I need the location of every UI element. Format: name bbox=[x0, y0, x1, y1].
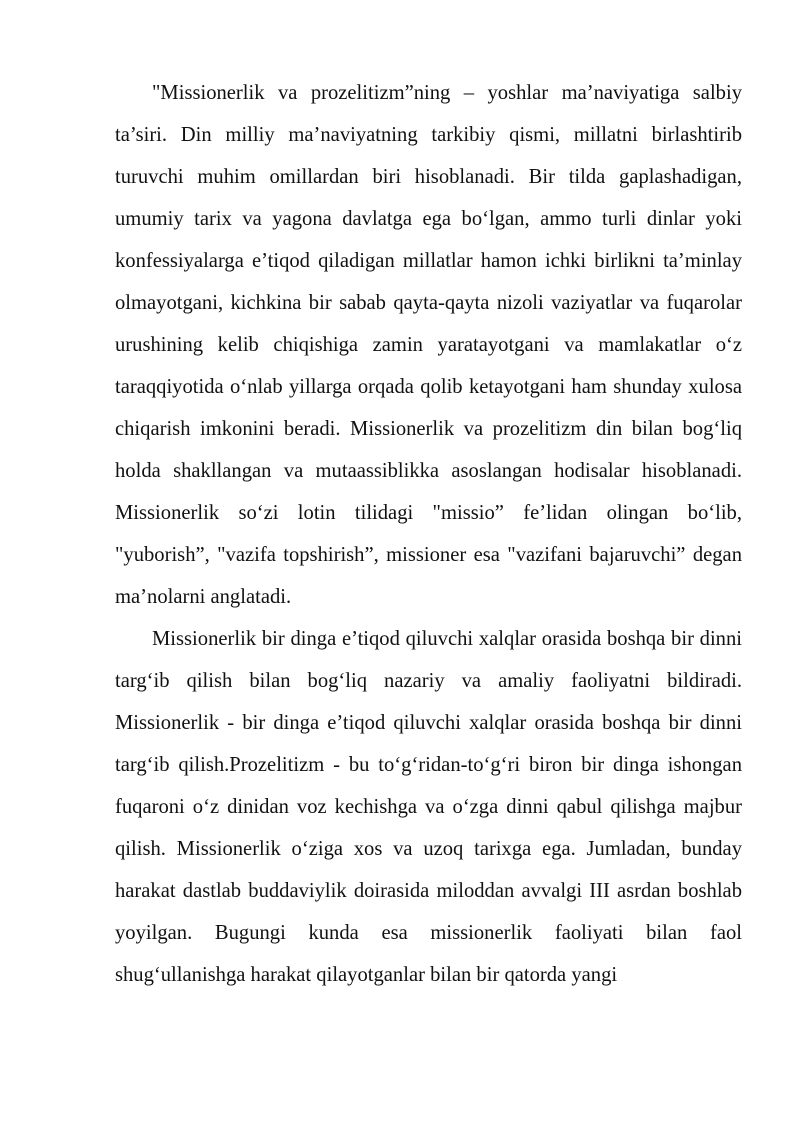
paragraph-1: "Missionerlik va prozelitizm”ning – yoshlar ma’naviyatiga salbiy ta’siri. Din milliy ma’naviyatning tarkibiy qismi, millatni birlashtirib turuvchi muhim omillardan biri hisoblanadi. Bir tilda gaplashadigan, umumiy tarix va yagona davlatga ega bo‘lgan, ammo turli dinlar yoki konfessiyalarga e’tiqod qiladigan millatlar hamon ichki birlikni ta’minlay olmayotgani, kichkina bir sabab qayta-qayta nizoli vaziyatlar va fuqarolar urushining kelib chiqishiga zamin yaratayotgani va mamlakatlar o‘z taraqqiyotida o‘nlab yillarga orqada qolib ketayotgani ham shunday xulosa chiqarish imkonini beradi. Missionerlik va prozelitizm din bilan bog‘liq holda shakllangan va mutaassiblikka asoslangan hodisalar hisoblanadi. Missionerlik so‘zi lotin tilidagi "missio” fe’lidan olingan bo‘lib, "yuborish”, "vazifa topshirish”, missioner esa "vazifani bajaruvchi” degan ma’nolarni anglatadi. bbox=[115, 82, 742, 608]
document-page bbox=[115, 72, 742, 996]
paragraph-2: Missionerlik bir dinga e’tiqod qiluvchi xalqlar orasida boshqa bir dinni targ‘ib qilish bilan bog‘liq nazariy va amaliy faoliyatni bildiradi. Missionerlik - bir dinga e’tiqod qiluvchi xalqlar orasida boshqa bir dinni targ‘ib qilish.Prozelitizm - bu to‘g‘ridan-to‘g‘ri biron bir dinga ishongan fuqaroni o‘z dinidan voz kechishga va o‘zga dinni qabul qilishga majbur qilish. Missionerlik o‘ziga xos va uzoq tarixga ega. Jumladan, bunday harakat dastlab buddaviylik doirasida miloddan avvalgi III asrdan boshlab yoyilgan. Bugungi kunda esa missionerlik faoliyati bilan faol shug‘ullanishga harakat qilayotganlar bilan bir qatorda yangi bbox=[115, 628, 742, 986]
